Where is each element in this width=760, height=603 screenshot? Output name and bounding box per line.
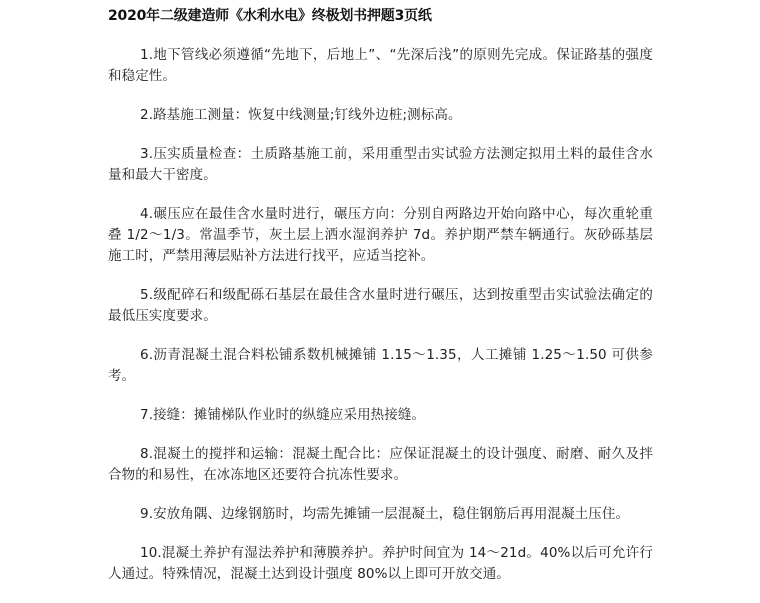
paragraph-3: 3.压实质量检查：土质路基施工前，采用重型击实试验方法测定拟用土料的最佳含水量和最大干密度。 <box>108 146 653 183</box>
paragraph-5: 5.级配碎石和级配砾石基层在最佳含水量时进行碾压，达到按重型击实试验法确定的最低压实度要求。 <box>108 287 653 324</box>
paragraph-10: 10.混凝土养护有湿法养护和薄膜养护。养护时间宜为 14～21d。40%以后可允许行人通过。特殊情况，混凝土达到设计强度 80%以上即可开放交通。 <box>108 545 653 582</box>
paragraph-8: 8.混凝土的搅拌和运输：混凝土配合比：应保证混凝土的设计强度、耐磨、耐久及拌合物的和易性，在冰冻地区还要符合抗冻性要求。 <box>108 446 653 483</box>
document-title: 2020年二级建造师《水利水电》终极划书押题3页纸 <box>108 8 432 24</box>
paragraph-7: 7.接缝：摊铺梯队作业时的纵缝应采用热接缝。 <box>140 407 426 423</box>
paragraph-1: 1.地下管线必须遵循“先地下，后地上”、“先深后浅”的原则先完成。保证路基的强度和稳定性。 <box>108 47 653 84</box>
paragraph-6: 6.沥青混凝土混合料松铺系数机械摊铺 1.15～1.35，人工摊铺 1.25～1.50 可供参考。 <box>108 347 653 384</box>
paragraph-4: 4.碾压应在最佳含水量时进行，碾压方向：分别自两路边开始向路中心，每次重轮重叠 1/2～1/3。常温季节，灰土层上洒水湿润养护 7d。养护期严禁车辆通行。灰砂砾基层施工时，严禁用薄层贴补方法进行找平，应适当挖补。 <box>108 206 653 264</box>
paragraph-9: 9.安放角隅、边缘钢筋时，均需先摊铺一层混凝土，稳住钢筋后再用混凝土压住。 <box>140 506 630 522</box>
document-page <box>108 6 653 603</box>
paragraph-2: 2.路基施工测量：恢复中线测量;钉线外边桩;测标高。 <box>140 107 462 123</box>
